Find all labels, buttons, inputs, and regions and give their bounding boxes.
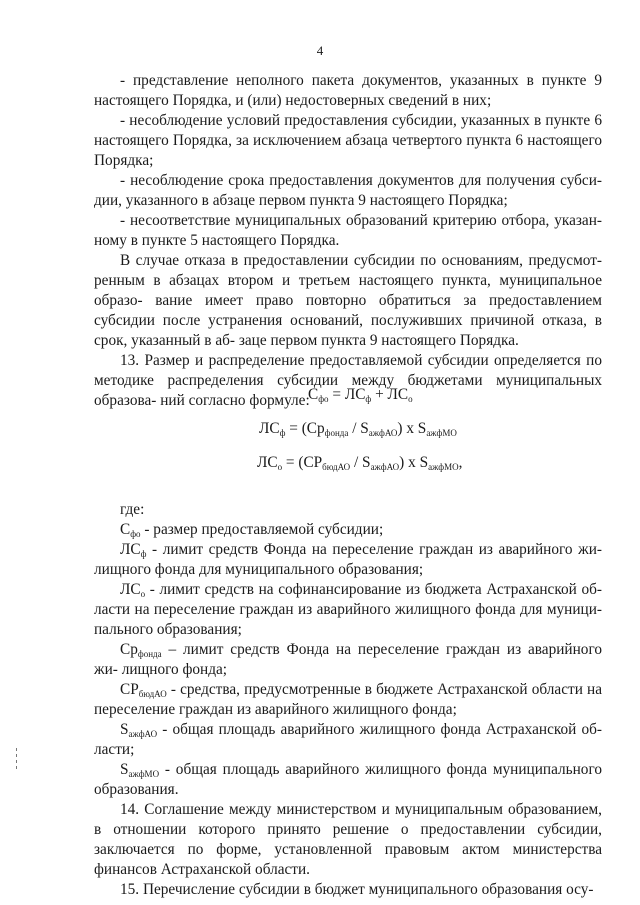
definition-item: $Ср_{фонда}$ – лимит средств Фонда на переселение граждан из аварийного жи- лищного фонда;: [94, 641, 602, 678]
definition-item: $С_{фо}$ - размер предоставляемой субсидии;: [120, 521, 384, 539]
list-item: - несоответствие муниципальных образований критерию отбора, указан- ному в пункте 5 настоящего Порядка.: [94, 212, 602, 249]
point-14-paragraph: 14. Соглашение между министерством и муниципальным образованием, в отношении которого принято решение о предоставлении субсидии, заключается по форме, установленной правовым актом министерства финансов Астраханской области.: [94, 801, 603, 878]
formula-cofinancing-limit: $ЛС_о = (СР_{бюдАО} / S_{ажфАО})$ х $S_{ажфМО}$,: [257, 454, 463, 472]
point-13-paragraph: 13. Размер и распределение предоставляемой субсидии определяется по методике распределения субсидии между бюджетами муниципальных образова- ний согласно формуле:: [94, 352, 602, 409]
refusal-grounds-list: [94, 71, 602, 411]
definition-item: $ЛС_о$ - лимит средств на софинансирование из бюджета Астраханской об- ласти на переселение граждан из аварийного жилищного фонда для муници- пального образования;: [94, 581, 602, 638]
definition-item: $S_{ажфАО}$ - общая площадь аварийного жилищного фонда Астраханской об- ласти;: [94, 721, 602, 758]
list-item: - несоблюдение условий предоставления субсидии, указанных в пункте 6 настоящего Порядка, за исключением абзаца четвертого пункта 6 настоящего Порядка;: [94, 112, 602, 169]
definition-item: $СР_{бюдАО}$ - средства, предусмотренные в бюджете Астраханской области на переселение граждан из аварийного жилищного фонда;: [94, 681, 602, 718]
point-15-paragraph: 15. Перечисление субсидии в бюджет муниципального образования осу-: [120, 881, 594, 898]
definition-item: $S_{ажфМО}$ - общая площадь аварийного жилищного фонда муниципального образования.: [94, 761, 602, 798]
scan-margin-marks: [16, 748, 18, 772]
definitions-block: [94, 500, 602, 900]
list-item: - представление неполного пакета документов, указанных в пункте 9 настоящего Порядка, и (или) недостоверных сведений в них;: [94, 72, 602, 109]
list-item: - несоблюдение срока предоставления документов для получения субси- дии, указанного в абзаце первом пункта 9 настоящего Порядка;: [94, 172, 602, 209]
formula-fund-limit: $ЛС_ф = (Ср_{фонда} / S_{ажфАО})$ х $S_{ажфМО}$: [259, 420, 457, 438]
formula-subsidy: $С_{фо} = ЛС_ф + ЛС_о$: [308, 386, 413, 404]
definition-item: $ЛС_ф$ - лимит средств Фонда на переселение граждан из аварийного жи- лищного фонда для муниципального образования;: [94, 541, 602, 578]
page-number: 4: [316, 43, 324, 58]
where-label: где:: [120, 501, 145, 518]
refusal-paragraph: В случае отказа в предоставлении субсидии по основаниям, предусмот- ренным в абзацах втором и третьем настоящего пункта, муниципальное образо- вание имеет право повторно обратиться за предоставлением субсидии после устранения оснований, послуживших причиной отказа, в срок, указанный в аб- заце первом пункта 9 настоящего Порядка.: [94, 252, 603, 349]
